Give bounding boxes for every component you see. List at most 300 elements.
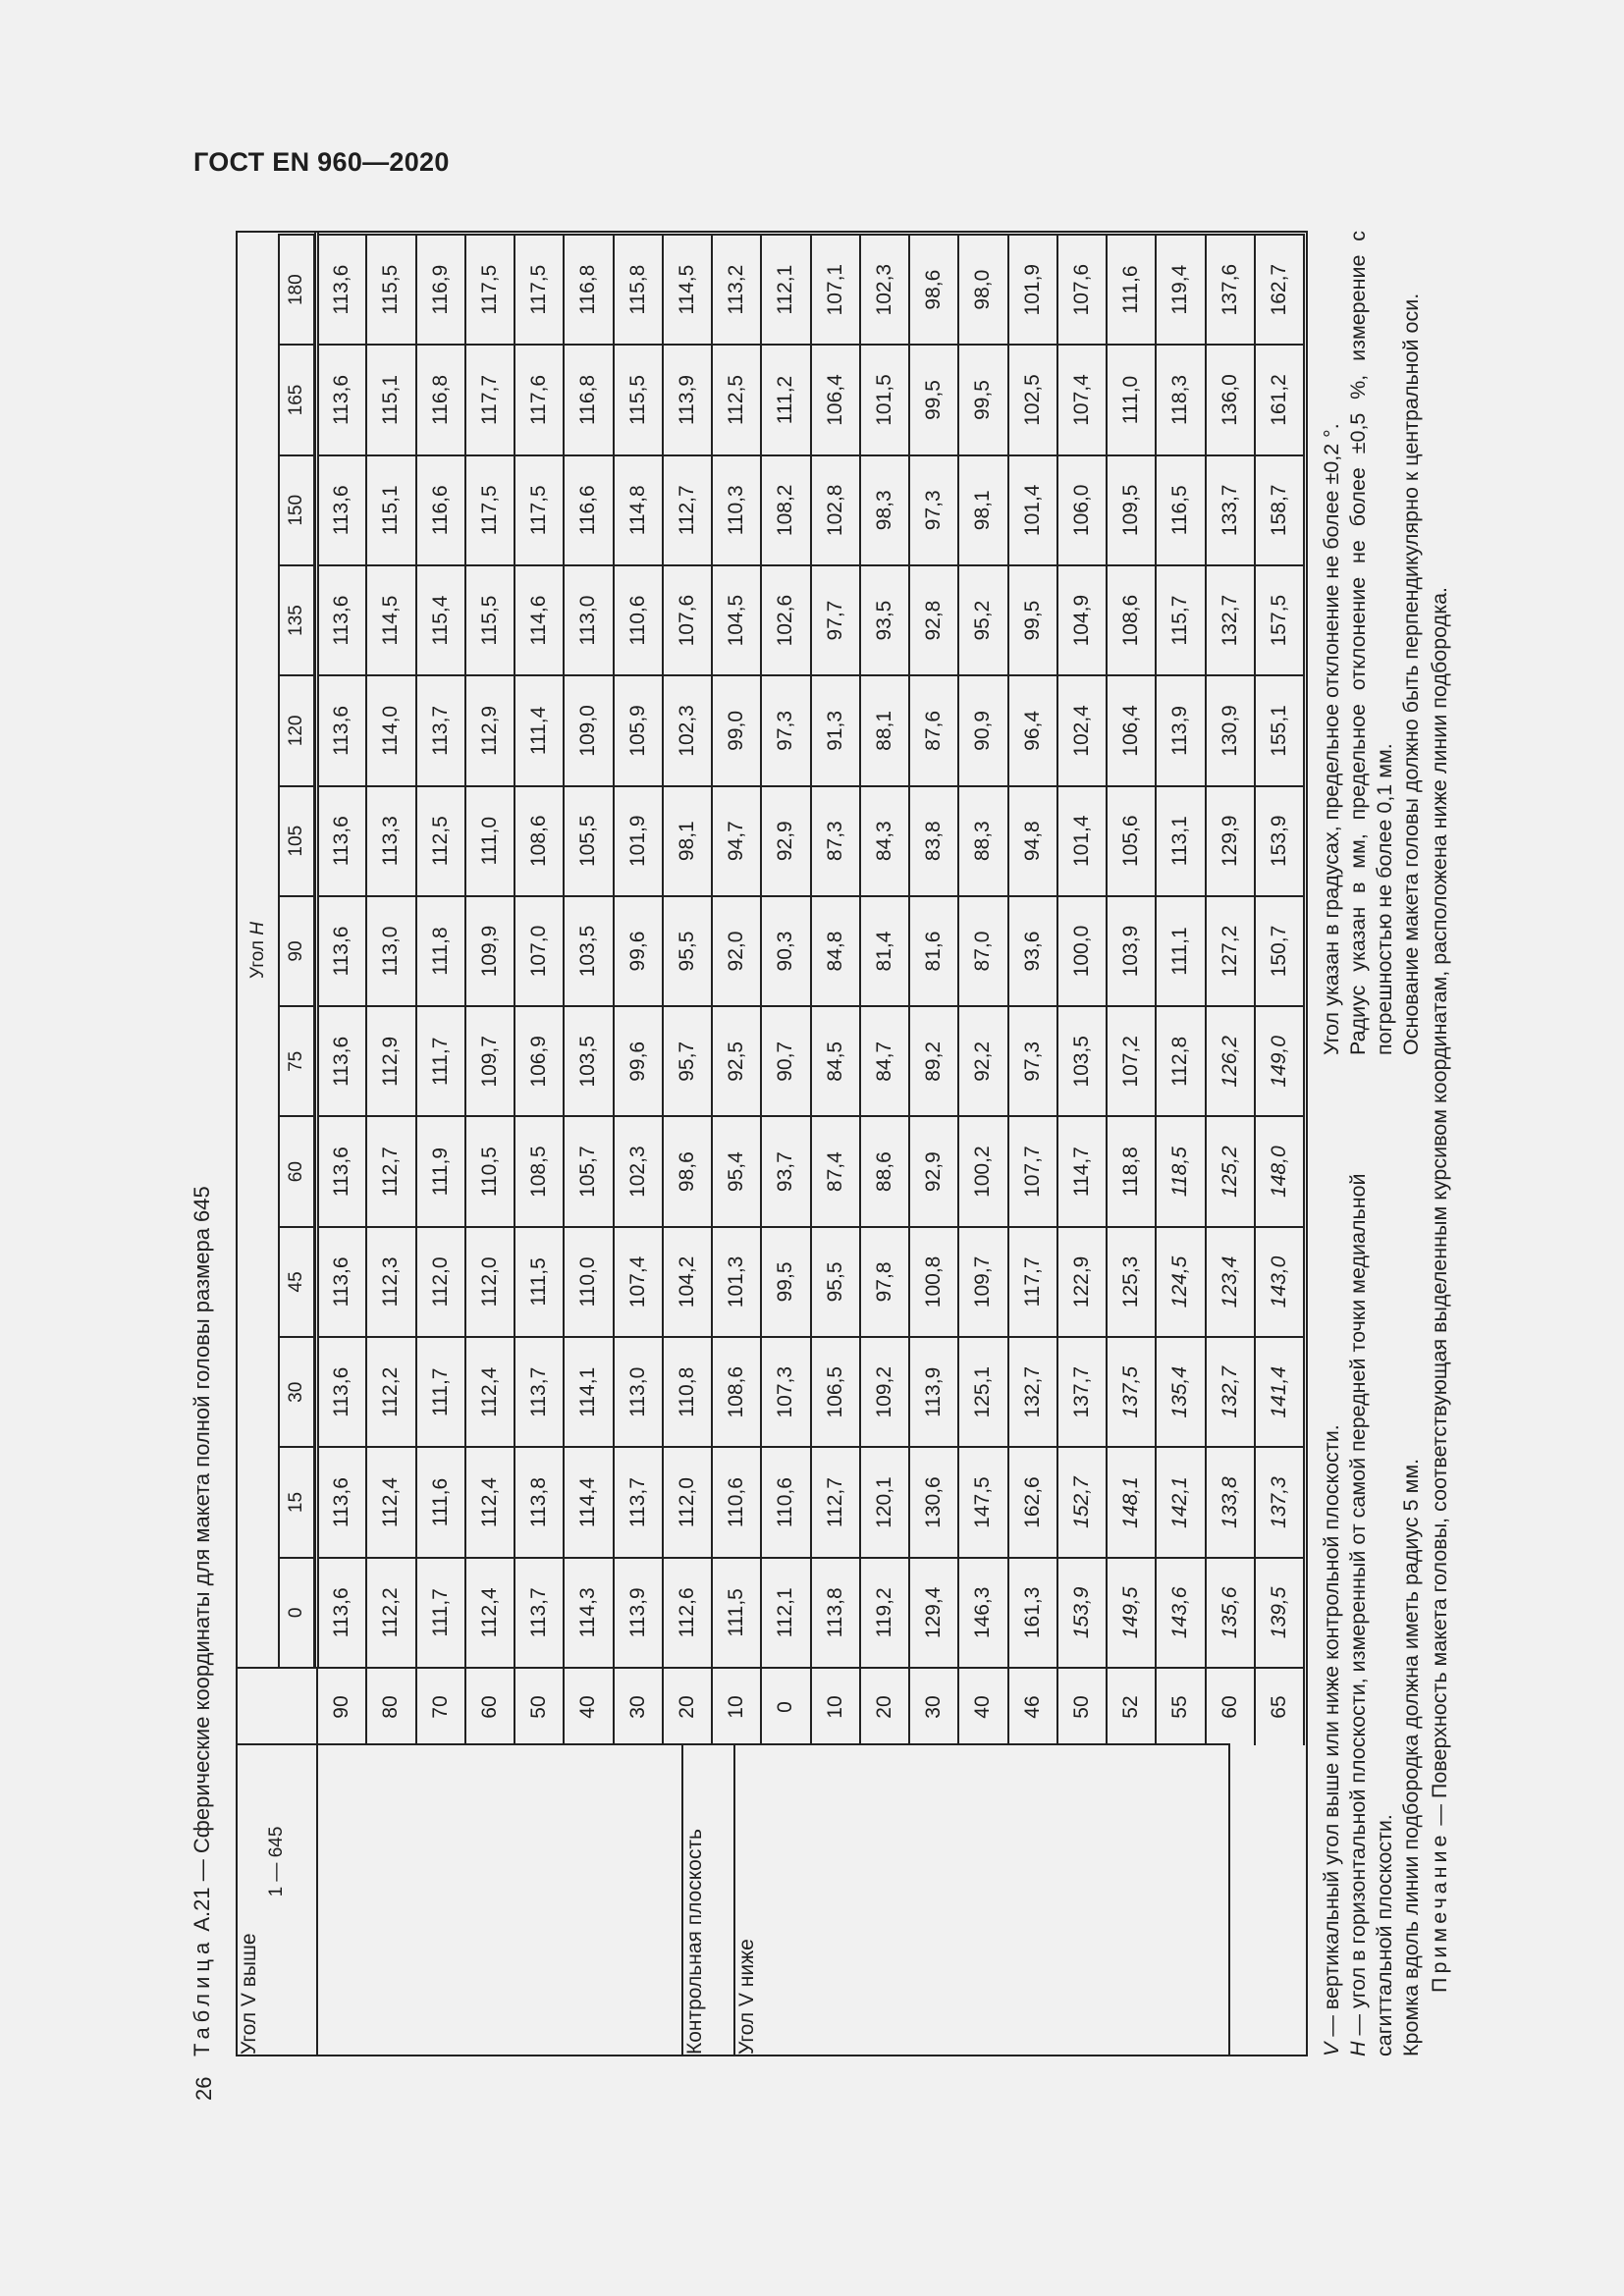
table-cell: 161,3: [1009, 1557, 1058, 1667]
table-cell: 137,7: [1058, 1336, 1108, 1446]
table-cell: 111,5: [515, 1226, 565, 1336]
table-cell: 112,5: [417, 785, 466, 895]
table-cell: 99,5: [959, 344, 1008, 454]
table-cell: 111,7: [417, 1005, 466, 1115]
table-cell: 84,7: [861, 1005, 910, 1115]
table-cell: 116,5: [1157, 454, 1206, 564]
table-cell: 114,4: [565, 1446, 614, 1556]
table-cell: 119,2: [861, 1557, 910, 1667]
h-angle-header: 60: [280, 1115, 314, 1225]
table-cell: 95,2: [959, 564, 1008, 674]
table-cell: 101,3: [713, 1226, 762, 1336]
table-cell: 104,2: [664, 1226, 713, 1336]
note-var: H: [1346, 2041, 1370, 2056]
table-cell: 87,4: [812, 1115, 861, 1225]
table-cell: 112,5: [713, 344, 762, 454]
table-cell: 110,0: [565, 1226, 614, 1336]
table-cell: 98,6: [664, 1115, 713, 1225]
table-cell: 108,5: [515, 1115, 565, 1225]
table-cell: 110,6: [615, 564, 664, 674]
table-cell: 107,1: [812, 234, 861, 344]
table-cell: 112,4: [466, 1557, 515, 1667]
table-cell: 113,6: [318, 1226, 367, 1336]
table-cell: 136,0: [1207, 344, 1256, 454]
table-cell: 107,6: [664, 564, 713, 674]
table-cell: 129,4: [910, 1557, 959, 1667]
table-cell: 137,3: [1256, 1446, 1305, 1556]
table-cell: 112,4: [466, 1336, 515, 1446]
table-cell: 93,5: [861, 564, 910, 674]
v-angle-cell: 40: [959, 1667, 1008, 1745]
table-cell: 113,0: [367, 895, 416, 1005]
table-cell: 112,6: [664, 1557, 713, 1667]
table-cell: 113,9: [664, 344, 713, 454]
table-cell: 117,5: [466, 234, 515, 344]
note-text: — угол в горизонтальной плоскости, измеренный от самой передней точки медиальной сагиттальной плоскости.: [1346, 1173, 1396, 2056]
table-cell: 106,0: [1058, 454, 1108, 564]
h-angle-header: 165: [280, 344, 314, 454]
table-cell: 117,7: [466, 344, 515, 454]
table-cell: 92,8: [910, 564, 959, 674]
table-cell: 102,3: [861, 234, 910, 344]
table-cell: 107,6: [1058, 234, 1108, 344]
table-cell: 97,3: [910, 454, 959, 564]
table-cell: 103,9: [1108, 895, 1157, 1005]
table-cell: 95,5: [812, 1226, 861, 1336]
v-angle-cell: 52: [1108, 1667, 1157, 1745]
table-cell: 153,9: [1256, 785, 1305, 895]
note-chin-edge: [1398, 1065, 1425, 2056]
table-cell: 137,6: [1207, 234, 1256, 344]
table-cell: 130,9: [1207, 674, 1256, 784]
table-cell: 101,4: [1058, 785, 1108, 895]
table-cell: 107,0: [515, 895, 565, 1005]
h-angle-header: 120: [280, 674, 314, 784]
h-angle-header: 0: [280, 1557, 314, 1667]
v-angle-cell: 90: [318, 1667, 367, 1745]
table-cell: 98,0: [959, 234, 1008, 344]
table-cell: 108,2: [762, 454, 811, 564]
table-cell: 95,4: [713, 1115, 762, 1225]
table-cell: 112,1: [762, 1557, 811, 1667]
table-cell: 112,7: [367, 1115, 416, 1225]
table-cell: 92,2: [959, 1005, 1008, 1115]
table-cell: 87,3: [812, 785, 861, 895]
table-cell: 126,2: [1207, 1005, 1256, 1115]
page-number: 26: [191, 2076, 216, 2101]
v-angle-cell: 30: [615, 1667, 664, 1745]
table-cell: 113,6: [318, 1557, 367, 1667]
table-cell: 111,7: [417, 1557, 466, 1667]
note-h-definition: [1345, 1065, 1398, 2056]
v-angle-cell: 80: [367, 1667, 416, 1745]
table-cell: 100,0: [1058, 895, 1108, 1005]
table-cell: 116,8: [565, 344, 614, 454]
h-angle-header: 150: [280, 454, 314, 564]
table-cell: 104,9: [1058, 564, 1108, 674]
table-cell: 84,8: [812, 895, 861, 1005]
table-cell: 115,5: [615, 344, 664, 454]
table-cell: 103,5: [565, 895, 614, 1005]
table-cell: 111,9: [417, 1115, 466, 1225]
table-cell: 149,0: [1256, 1005, 1305, 1115]
table-cell: 114,5: [367, 564, 416, 674]
table-cell: 102,5: [1009, 344, 1058, 454]
table-cell: 88,1: [861, 674, 910, 784]
table-cell: 111,6: [1108, 234, 1157, 344]
table-cell: 127,2: [1207, 895, 1256, 1005]
table-cell: 112,7: [812, 1446, 861, 1556]
table-cell: 113,6: [318, 1446, 367, 1556]
h-angle-header: 105: [280, 785, 314, 895]
v-angle-cell: 60: [466, 1667, 515, 1745]
table-title-text: А.21 — Сферические координаты для макета полной головы размера 645: [189, 1186, 214, 1938]
table-cell: 113,6: [318, 454, 367, 564]
table-cell: 116,8: [565, 234, 614, 344]
table-cell: 152,7: [1058, 1446, 1108, 1556]
table-cell: 149,5: [1108, 1557, 1157, 1667]
table-cell: 107,4: [615, 1226, 664, 1336]
table-cell: 143,6: [1157, 1557, 1206, 1667]
table-cell: 113,0: [615, 1336, 664, 1446]
table-cell: 111,8: [417, 895, 466, 1005]
table-cell: 89,2: [910, 1005, 959, 1115]
table-cell: 115,1: [367, 454, 416, 564]
table-cell: 113,9: [615, 1557, 664, 1667]
note-base: Основание макета головы должно быть перпендикулярно к центральной оси.: [1399, 293, 1423, 1055]
table-cell: 162,6: [1009, 1446, 1058, 1556]
table-cell: 106,5: [812, 1336, 861, 1446]
note-angle-tolerance: Угол указан в градусах, предельное отклонение не более ±0,2 °.: [1320, 423, 1343, 1055]
table-cell: 113,0: [565, 564, 614, 674]
table-cell: 132,7: [1207, 1336, 1256, 1446]
table-cell: 116,6: [417, 454, 466, 564]
table-cell: 100,8: [910, 1226, 959, 1336]
table-cell: 112,1: [762, 234, 811, 344]
table-cell: 113,3: [367, 785, 416, 895]
table-cell: 143,0: [1256, 1226, 1305, 1336]
table-cell: 84,3: [861, 785, 910, 895]
table-cell: 124,5: [1157, 1226, 1206, 1336]
table-cell: 113,6: [318, 1336, 367, 1446]
table-cell: 92,9: [910, 1115, 959, 1225]
table-cell: 101,9: [1009, 234, 1058, 344]
table-cell: 133,8: [1207, 1446, 1256, 1556]
table-cell: 113,6: [318, 895, 367, 1005]
table-cell: 116,6: [565, 454, 614, 564]
table-cell: 102,6: [762, 564, 811, 674]
table-cell: 141,4: [1256, 1336, 1305, 1446]
table-cell: 114,8: [615, 454, 664, 564]
h-angle-header: 90: [280, 895, 314, 1005]
table-cell: 100,2: [959, 1115, 1008, 1225]
table-cell: 133,7: [1207, 454, 1256, 564]
table-cell: 139,5: [1256, 1557, 1305, 1667]
table-cell: 107,3: [762, 1336, 811, 1446]
table-cell: 113,9: [1157, 674, 1206, 784]
table-cell: 112,0: [664, 1446, 713, 1556]
table-cell: 87,0: [959, 895, 1008, 1005]
table-cell: 113,8: [515, 1446, 565, 1556]
v-angle-cell: 60: [1207, 1667, 1256, 1745]
table-cell: 114,0: [367, 674, 416, 784]
v-angle-cell: 0: [762, 1667, 811, 1745]
table-cell: 110,6: [713, 1446, 762, 1556]
table-cell: 142,1: [1157, 1446, 1206, 1556]
table-cell: 87,6: [910, 674, 959, 784]
table-cell: 109,9: [466, 895, 515, 1005]
table-cell: 115,5: [367, 234, 416, 344]
table-cell: 130,6: [910, 1446, 959, 1556]
table-cell: 112,3: [367, 1226, 416, 1336]
table-cell: 98,3: [861, 454, 910, 564]
table-cell: 111,0: [1108, 344, 1157, 454]
document-header: ГОСТ EN 960—2020: [193, 147, 450, 177]
table-cell: 113,6: [318, 234, 367, 344]
table-cell: 102,8: [812, 454, 861, 564]
table-cell: 137,5: [1108, 1336, 1157, 1446]
table-cell: 113,6: [318, 344, 367, 454]
table-cell: 109,7: [959, 1226, 1008, 1336]
v-angle-cell: 50: [515, 1667, 565, 1745]
notes-tolerances: [1319, 231, 1425, 1055]
table-cell: 113,1: [1157, 785, 1206, 895]
corner-size-label: 1 — 645: [238, 1667, 318, 2055]
v-angle-cell: 10: [713, 1667, 762, 1745]
table-cell: 158,7: [1256, 454, 1305, 564]
table-cell: 95,5: [664, 895, 713, 1005]
table-cell: 105,9: [615, 674, 664, 784]
table-cell: 81,6: [910, 895, 959, 1005]
table-cell: 153,9: [1058, 1557, 1108, 1667]
table-cell: 103,5: [565, 1005, 614, 1115]
table-cell: 112,9: [367, 1005, 416, 1115]
table-cell: 117,6: [515, 344, 565, 454]
v-angle-cell: 30: [910, 1667, 959, 1745]
table-cell: 93,7: [762, 1115, 811, 1225]
table-cell: 97,7: [812, 564, 861, 674]
table-cell: 117,5: [466, 454, 515, 564]
table-cell: 113,7: [417, 674, 466, 784]
table-cell: 117,7: [1009, 1226, 1058, 1336]
v-angle-cell: 40: [565, 1667, 614, 1745]
table-cell: 114,1: [565, 1336, 614, 1446]
table-cell: 112,0: [417, 1226, 466, 1336]
note-text: Кромка вдоль линии подбородка должна иметь радиус 5 мм.: [1399, 1458, 1423, 2056]
table-cell: 111,7: [417, 1336, 466, 1446]
table-cell: 112,8: [1157, 1005, 1206, 1115]
table-cell: 107,4: [1058, 344, 1108, 454]
table-cell: 113,6: [318, 785, 367, 895]
table-cell: 111,6: [417, 1446, 466, 1556]
table-cell: 99,0: [713, 674, 762, 784]
h-angle-header: 15: [280, 1446, 314, 1556]
table-cell: 97,3: [762, 674, 811, 784]
table-cell: 108,6: [515, 785, 565, 895]
header-double-line: [314, 233, 316, 1667]
v-angle-cell: 46: [1009, 1667, 1058, 1745]
row-group-above: Угол V выше: [238, 1743, 683, 2055]
table-cell: 106,9: [515, 1005, 565, 1115]
table-cell: 107,7: [1009, 1115, 1058, 1225]
table-cell: 111,4: [515, 674, 565, 784]
table-cell: 81,4: [861, 895, 910, 1005]
table-cell: 114,3: [565, 1557, 614, 1667]
table-cell: 96,4: [1009, 674, 1058, 784]
table-cell: 102,3: [615, 1115, 664, 1225]
remark-text: — Поверхность макета головы, соответствующая выделенным курсивом координатам, расположена ниже линии подбородка.: [1428, 586, 1451, 1832]
note-var: V: [1320, 2042, 1343, 2056]
table-cell: 103,5: [1058, 1005, 1108, 1115]
table-cell: 106,4: [1108, 674, 1157, 784]
table-cell: 112,4: [367, 1446, 416, 1556]
table-cell: 112,7: [664, 454, 713, 564]
rotated-table-block: [182, 177, 1576, 2101]
table-cell: 113,7: [615, 1446, 664, 1556]
table-cell: 98,1: [664, 785, 713, 895]
table-cell: 113,6: [318, 564, 367, 674]
table-title-prefix: Таблица: [189, 1937, 214, 2056]
table-cell: 90,7: [762, 1005, 811, 1115]
table-cell: 114,7: [1058, 1115, 1108, 1225]
table-cell: 132,7: [1009, 1336, 1058, 1446]
table-cell: 105,7: [565, 1115, 614, 1225]
table-cell: 120,1: [861, 1446, 910, 1556]
table-cell: 114,5: [664, 234, 713, 344]
table-cell: 125,2: [1207, 1115, 1256, 1225]
table-cell: 106,4: [812, 344, 861, 454]
table-cell: 109,2: [861, 1336, 910, 1446]
table-cell: 99,5: [1009, 564, 1058, 674]
row-group-below: Угол V ниже: [735, 1743, 1231, 2055]
table-cell: 112,4: [466, 1446, 515, 1556]
h-angle-group-header: [238, 234, 280, 1667]
table-cell: 125,1: [959, 1336, 1008, 1446]
table-cell: 115,8: [615, 234, 664, 344]
table-cell: 90,9: [959, 674, 1008, 784]
table-cell: 161,2: [1256, 344, 1305, 454]
table-cell: 113,8: [812, 1557, 861, 1667]
table-cell: 115,1: [367, 344, 416, 454]
table-cell: 112,2: [367, 1336, 416, 1446]
table-cell: 97,3: [1009, 1005, 1058, 1115]
note-radius-tolerance: Радиус указан в мм, предельное отклонение не более ±0,5 %, измерение с погрешностью не более 0,1 мм.: [1346, 231, 1396, 1055]
table-title: [189, 1186, 215, 2056]
table-cell: 91,3: [812, 674, 861, 784]
coordinates-table: [236, 231, 1308, 2056]
table-cell: 123,4: [1207, 1226, 1256, 1336]
table-cell: 115,5: [466, 564, 515, 674]
table-cell: 110,6: [762, 1446, 811, 1556]
table-cell: 99,6: [615, 895, 664, 1005]
table-cell: 109,7: [466, 1005, 515, 1115]
table-cell: 119,4: [1157, 234, 1206, 344]
table-cell: 113,9: [910, 1336, 959, 1446]
h-angle-header: 45: [280, 1226, 314, 1336]
note-v-definition: [1319, 1065, 1345, 2056]
table-cell: 116,8: [417, 344, 466, 454]
table-cell: 115,7: [1157, 564, 1206, 674]
table-cell: 148,1: [1108, 1446, 1157, 1556]
table-cell: 99,5: [910, 344, 959, 454]
v-angle-cell: 50: [1058, 1667, 1108, 1745]
table-cell: 115,4: [417, 564, 466, 674]
table-cell: 102,3: [664, 674, 713, 784]
table-cell: 146,3: [959, 1557, 1008, 1667]
table-cell: 114,6: [515, 564, 565, 674]
table-cell: 84,5: [812, 1005, 861, 1115]
table-cell: 129,9: [1207, 785, 1256, 895]
v-angle-cell: 65: [1256, 1667, 1305, 1745]
table-cell: 98,1: [959, 454, 1008, 564]
remark-label: Примечание: [1428, 1831, 1451, 1993]
table-cell: 150,7: [1256, 895, 1305, 1005]
table-cell: 95,7: [664, 1005, 713, 1115]
table-cell: 155,1: [1256, 674, 1305, 784]
table-cell: 109,0: [565, 674, 614, 784]
notes-definitions: [1319, 1065, 1425, 2056]
h-group-prefix: Угол: [246, 934, 268, 979]
table-cell: 111,2: [762, 344, 811, 454]
h-angle-header: 75: [280, 1005, 314, 1115]
table-cell: 118,8: [1108, 1115, 1157, 1225]
table-cell: 125,3: [1108, 1226, 1157, 1336]
table-cell: 135,6: [1207, 1557, 1256, 1667]
table-cell: 104,5: [713, 564, 762, 674]
table-cell: 92,0: [713, 895, 762, 1005]
table-cell: 108,6: [713, 1336, 762, 1446]
table-cell: 108,6: [1108, 564, 1157, 674]
table-cell: 105,6: [1108, 785, 1157, 895]
table-cell: 111,1: [1157, 895, 1206, 1005]
h-angle-header: 30: [280, 1336, 314, 1446]
h-group-var: H: [246, 922, 268, 935]
table-cell: 113,2: [713, 234, 762, 344]
table-cell: 110,5: [466, 1115, 515, 1225]
table-cell: 101,9: [615, 785, 664, 895]
row-group-control: Контрольная плоскость: [683, 1743, 734, 2055]
table-cell: 107,2: [1108, 1005, 1157, 1115]
table-cell: 122,9: [1058, 1226, 1108, 1336]
table-cell: 88,3: [959, 785, 1008, 895]
table-cell: 147,5: [959, 1446, 1008, 1556]
table-cell: 132,7: [1207, 564, 1256, 674]
table-cell: 162,7: [1256, 234, 1305, 344]
table-cell: 117,5: [515, 234, 565, 344]
table-cell: 94,8: [1009, 785, 1058, 895]
table-cell: 83,8: [910, 785, 959, 895]
table-cell: 98,6: [910, 234, 959, 344]
table-cell: 93,6: [1009, 895, 1058, 1005]
h-angle-header: 180: [280, 234, 314, 344]
table-cell: 116,9: [417, 234, 466, 344]
table-cell: 88,6: [861, 1115, 910, 1225]
table-cell: 112,9: [466, 674, 515, 784]
table-cell: 101,4: [1009, 454, 1058, 564]
v-angle-cell: 70: [417, 1667, 466, 1745]
table-cell: 94,7: [713, 785, 762, 895]
table-cell: 92,5: [713, 1005, 762, 1115]
remark: [1427, 587, 1453, 1993]
table-cell: 111,5: [713, 1557, 762, 1667]
table-cell: 118,5: [1157, 1115, 1206, 1225]
table-cell: 118,3: [1157, 344, 1206, 454]
table-cell: 148,0: [1256, 1115, 1305, 1225]
table-cell: 113,6: [318, 1005, 367, 1115]
table-cell: 101,5: [861, 344, 910, 454]
table-cell: 110,3: [713, 454, 762, 564]
table-cell: 102,4: [1058, 674, 1108, 784]
